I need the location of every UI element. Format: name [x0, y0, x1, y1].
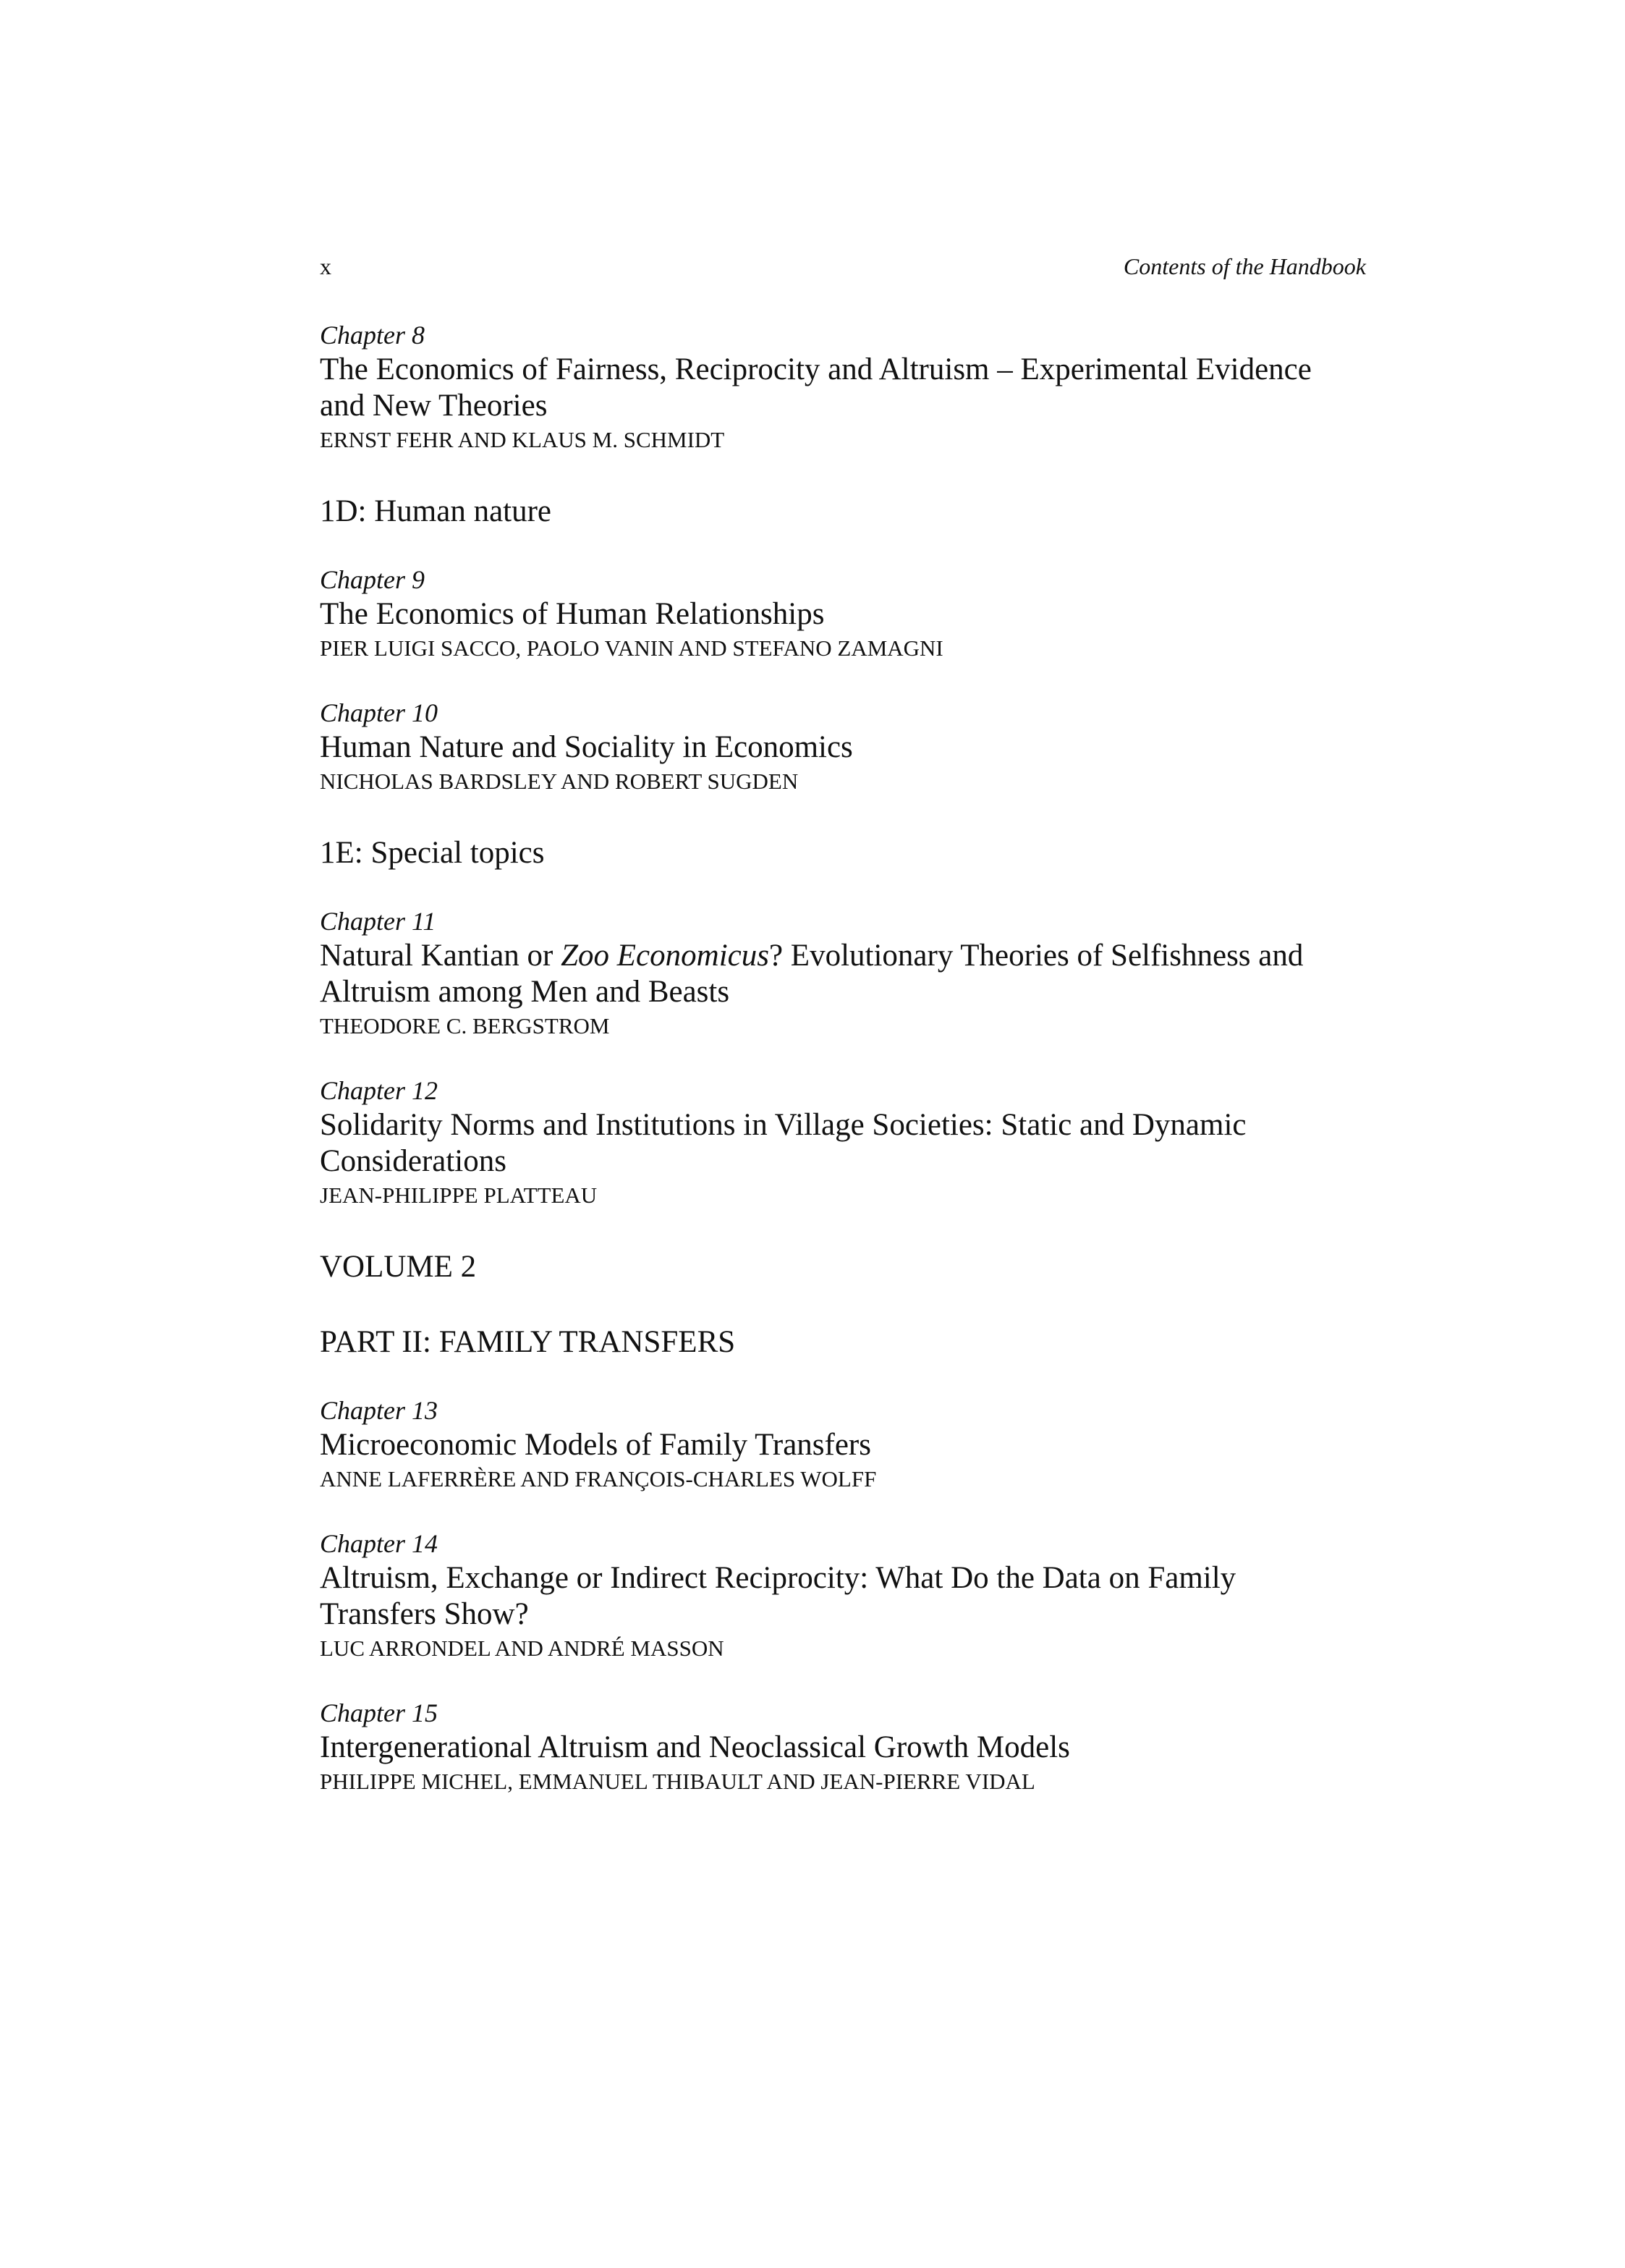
chapter-label: Chapter 13 — [320, 1396, 438, 1425]
chapter-title-line-2: Altruism among Men and Beasts — [320, 975, 730, 1009]
chapter-title — [320, 938, 1391, 1010]
chapter-title-line-1: Altruism, Exchange or Indirect Reciprocity: What Do the Data on Family — [320, 1561, 1236, 1595]
chapter-title-emphasis: Zoo Economicus — [561, 939, 769, 973]
chapter-14 — [320, 1527, 1391, 1664]
chapter-title: Human Nature and Sociality in Economics — [320, 730, 853, 764]
chapter-label: Chapter 10 — [320, 698, 438, 727]
chapter-11 — [320, 905, 1391, 1042]
running-title: Contents of the Handbook — [1123, 253, 1366, 279]
chapter-title — [320, 1107, 1391, 1180]
chapter-label: Chapter 12 — [320, 1076, 438, 1105]
chapter-title-line-2: Considerations — [320, 1144, 506, 1178]
chapter-title-line-1: The Economics of Fairness, Reciprocity and Altruism – Experimental Evidence — [320, 352, 1312, 386]
chapter-label: Chapter 8 — [320, 321, 425, 350]
volume-heading: VOLUME 2 — [320, 1250, 477, 1284]
chapter-authors: LUC ARRONDEL AND ANDRÉ MASSON — [320, 1636, 724, 1661]
chapter-label: Chapter 11 — [320, 907, 436, 936]
chapter-8 — [320, 318, 1391, 456]
chapter-title-line-1: Solidarity Norms and Institutions in Village Societies: Static and Dynamic — [320, 1108, 1247, 1142]
chapter-title: Intergenerational Altruism and Neoclassical Growth Models — [320, 1730, 1070, 1764]
chapter-title — [320, 1560, 1391, 1633]
chapter-title: Microeconomic Models of Family Transfers — [320, 1428, 871, 1462]
section-heading-1d: 1D: Human nature — [320, 494, 552, 528]
chapter-10 — [320, 696, 1391, 797]
chapter-title: The Economics of Human Relationships — [320, 597, 825, 631]
chapter-12 — [320, 1074, 1391, 1211]
chapter-label: Chapter 15 — [320, 1698, 438, 1727]
page-number: x — [320, 253, 331, 279]
chapter-9 — [320, 563, 1391, 664]
chapter-title-line-2: and New Theories — [320, 389, 548, 423]
chapter-authors: THEODORE C. BERGSTROM — [320, 1013, 610, 1038]
chapter-15 — [320, 1696, 1391, 1798]
chapter-authors: PHILIPPE MICHEL, EMMANUEL THIBAULT AND JEAN-PIERRE VIDAL — [320, 1769, 1035, 1794]
chapter-authors: PIER LUIGI SACCO, PAOLO VANIN AND STEFANO ZAMAGNI — [320, 635, 943, 661]
chapter-title-line-2: Transfers Show? — [320, 1597, 529, 1631]
chapter-label: Chapter 9 — [320, 565, 425, 594]
contents-list — [320, 318, 1391, 1829]
chapter-authors: ANNE LAFERRÈRE AND FRANÇOIS-CHARLES WOLFF — [320, 1466, 877, 1491]
chapter-authors: ERNST FEHR AND KLAUS M. SCHMIDT — [320, 427, 725, 452]
chapter-authors: JEAN-PHILIPPE PLATTEAU — [320, 1182, 598, 1208]
chapter-title-prefix: Natural Kantian or — [320, 939, 561, 973]
chapter-title — [320, 352, 1391, 424]
chapter-13 — [320, 1394, 1391, 1495]
chapter-title-suffix: ? Evolutionary Theories of Selfishness and — [768, 939, 1304, 973]
section-heading-1e: 1E: Special topics — [320, 836, 545, 870]
chapter-label: Chapter 14 — [320, 1529, 438, 1558]
part-heading: PART II: FAMILY TRANSFERS — [320, 1325, 736, 1359]
chapter-authors: NICHOLAS BARDSLEY AND ROBERT SUGDEN — [320, 769, 799, 794]
